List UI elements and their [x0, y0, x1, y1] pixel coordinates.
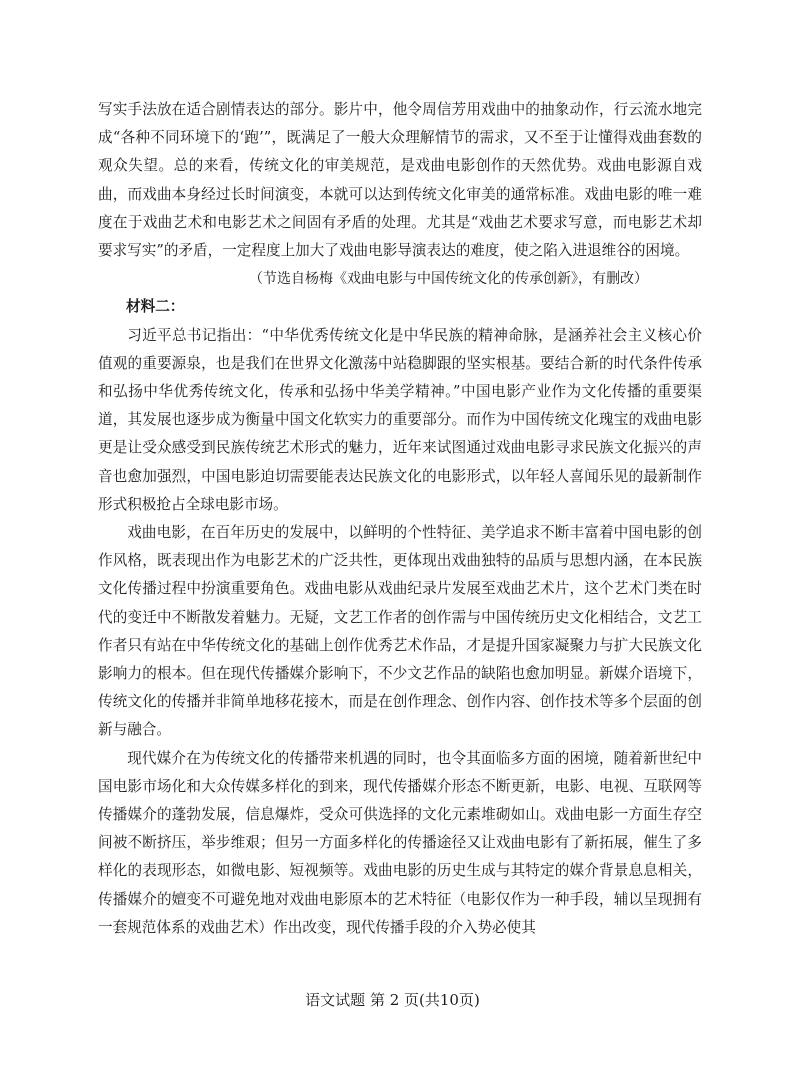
paragraph-2: 习近平总书记指出：“中华优秀传统文化是中华民族的精神命脉，是涵养社会主义核心价值观的重要源泉，也是我们在世界文化激荡中站稳脚跟的坚实根基。要结合新的时代条件传承和弘扬中华优秀传统文化，传承和弘扬中华美学精神。”中国电影产业作为文化传播的重要渠道，其发展也逐步成为衡量中国文化软实力的重要部分。而作为中国传统文化瑰宝的戏曲电影更是让受众感受到民族传统艺术形式的魅力，近年来试图通过戏曲电影寻求民族文化振兴的声音也愈加强烈，中国电影迫切需要能表达民族文化的电影形式，以年轻人喜闻乐见的最新制作形式积极抢占全球电影市场。 [98, 326, 702, 513]
paragraph-1: 写实手法放在适合剧情表达的部分。影片中，他令周信芳用戏曲中的抽象动作，行云流水地完成“各种不同环境下的‘跑’”，既满足了一般大众理解情节的需求，又不至于让懂得戏曲套数的观众失望。总的来看，传统文化的审美规范，是戏曲电影创作的天然优势。戏曲电影源自戏曲，而戏曲本身经过长时间演变，本就可以达到传统文化审美的通常标准。戏曲电影的唯一难度在于戏曲艺术和电影艺术之间固有矛盾的处理。尤其是“戏曲艺术要求写意，而电影艺术却要求写实”的矛盾，一定程度上加大了戏曲电影导演表达的难度，使之陷入进退维谷的困境。 [98, 101, 702, 260]
source-note: （节选自杨梅《戏曲电影与中国传统文化的传承创新》，有删改） [249, 271, 648, 288]
page-footer: 语文试题 第 2 页(共10页) [305, 991, 480, 1009]
paragraph-3: 戏曲电影，在百年历史的发展中，以鲜明的个性特征、美学追求不断丰富着中国电影的创作风格，既表现出作为电影艺术的广泛共性，更体现出戏曲独特的品质与思想内涵，在本民族文化传播过程中扮演重要角色。戏曲电影从戏曲纪录片发展至戏曲艺术片，这个艺术门类在时代的变迁中不断散发着魅力。无疑，文艺工作者的创作需与中国传统历史文化相结合，文艺工作者只有站在中华传统文化的基础上创作优秀艺术作品，才是提升国家凝聚力与扩大民族文化影响力的根本。但在现代传播媒介影响下，不少文艺作品的缺陷也愈加明显。新媒介语境下，传统文化的传播并非简单地移花接木，而是在创作理念、创作内容、创作技术等多个层面的创新与融合。 [98, 524, 702, 739]
material-2-heading: 材料二： [126, 298, 185, 316]
paragraph-4: 现代媒介在为传统文化的传播带来机遇的同时，也令其面临多方面的困境，随着新世纪中国电影市场化和大众传媒多样化的到来，现代传播媒介形态不断更新，电影、电视、互联网等传播媒介的蓬勃发展，信息爆炸，受众可供选择的文化元素堆砌如山。戏曲电影一方面生存空间被不断挤压，举步维艰；但另一方面多样化的传播途径又让戏曲电影有了新拓展，催生了多样化的表现形态，如微电影、短视频等。戏曲电影的历史生成与其特定的媒介背景息息相关，传播媒介的嬗变不可避免地对戏曲电影原本的艺术特征（电影仅作为一种手段，辅以呈现拥有一套规范体系的戏曲艺术）作出改变，现代传播手段的介入势必使其 [98, 749, 702, 936]
page-content [98, 96, 702, 942]
